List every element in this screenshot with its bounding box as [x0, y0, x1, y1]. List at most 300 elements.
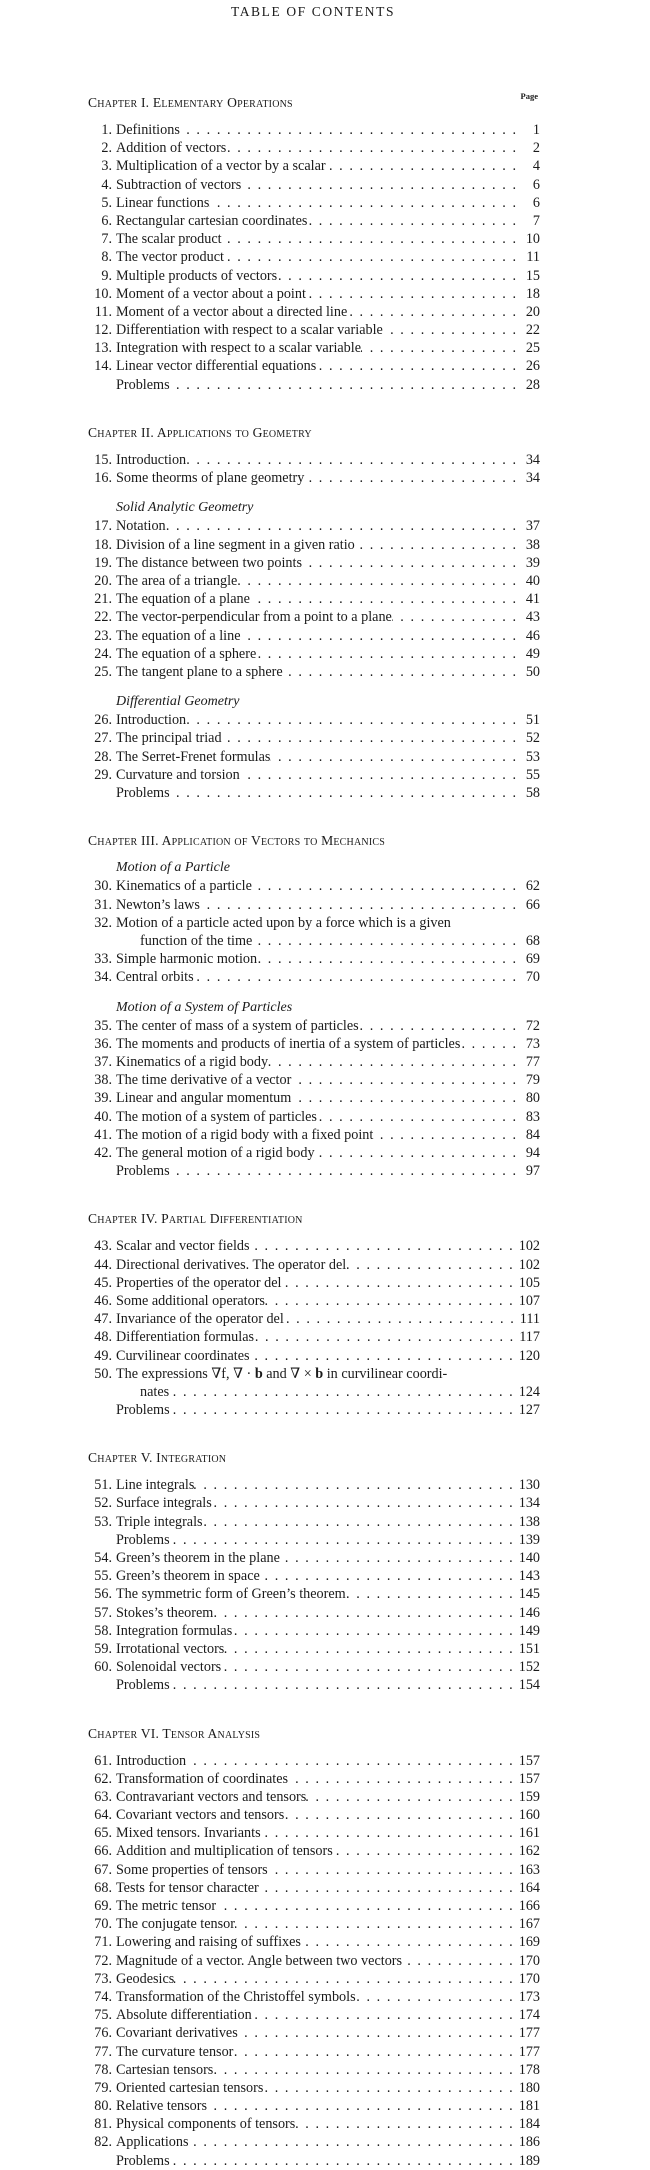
- toc-entry[interactable]: [88, 1274, 540, 1292]
- toc-entry[interactable]: [88, 1585, 540, 1603]
- entry-page-number[interactable]: 143: [518, 1568, 540, 1585]
- entry-page-number[interactable]: 40: [525, 572, 540, 589]
- dot-leader: [252, 877, 522, 895]
- entry-page-number[interactable]: 140: [518, 1550, 540, 1566]
- entry-title-continued[interactable]: nates: [140, 1383, 170, 1400]
- entry-page-number[interactable]: 170: [518, 1952, 540, 1969]
- entry-title[interactable]: The area of a triangle: [116, 572, 238, 589]
- entry-title[interactable]: Problems: [116, 1402, 170, 1419]
- entry-page-number[interactable]: 7: [532, 212, 540, 229]
- toc-entry[interactable]: [88, 1770, 540, 1788]
- toc-entry[interactable]: [88, 517, 540, 535]
- entry-page-number[interactable]: 146: [518, 1604, 540, 1621]
- chapter-heading[interactable]: Chapter VI. Tensor Analysis: [88, 1725, 261, 1741]
- entry-page-number[interactable]: 83: [525, 1108, 540, 1125]
- entry-title[interactable]: Geodesics: [116, 1970, 175, 1987]
- dot-leader: [180, 121, 522, 139]
- entry-title[interactable]: Covariant derivatives: [116, 2025, 238, 2042]
- entry-title[interactable]: The general motion of a rigid body: [116, 1145, 315, 1161]
- entry-page-number[interactable]: 28: [525, 376, 540, 393]
- toc-entry[interactable]: [88, 766, 540, 784]
- entry-title[interactable]: Addition and multiplication of tensors: [116, 1843, 333, 1860]
- entry-page-number[interactable]: 39: [525, 554, 540, 571]
- dot-leader: [361, 339, 522, 357]
- entry-title[interactable]: Linear vector differential equations: [116, 358, 317, 375]
- entry-number: 12.: [94, 322, 112, 339]
- entry-title[interactable]: Moment of a vector about a directed line: [116, 303, 348, 320]
- entry-title[interactable]: The equation of a line: [116, 627, 241, 644]
- entry-page-number[interactable]: 77: [525, 1054, 540, 1071]
- table-of-contents: [88, 91, 540, 2170]
- entry-page-number[interactable]: 177: [518, 2043, 540, 2060]
- entry-title[interactable]: Introduction: [116, 712, 187, 729]
- entry-title[interactable]: The metric tensor: [116, 1898, 217, 1914]
- toc-entry[interactable]: [88, 1752, 540, 1770]
- toc-entry[interactable]: [88, 451, 540, 469]
- entry-page-number[interactable]: 66: [525, 896, 540, 913]
- toc-entry[interactable]: [88, 1053, 540, 1071]
- entry-page-number[interactable]: 160: [518, 1807, 540, 1824]
- entry-page-number[interactable]: 178: [518, 2061, 540, 2078]
- entry-number: 63.: [94, 1788, 112, 1805]
- entry-title[interactable]: Problems: [116, 376, 170, 393]
- entry-page-number[interactable]: 97: [525, 1163, 540, 1180]
- entry-page-number[interactable]: 102: [518, 1238, 540, 1255]
- entry-number: 64.: [94, 1807, 112, 1824]
- entry-title[interactable]: Simple harmonic motion: [116, 951, 258, 968]
- toc-entry-problems[interactable]: [88, 376, 540, 394]
- entry-page-number[interactable]: 111: [519, 1311, 540, 1328]
- entry-title[interactable]: Scalar and vector fields: [116, 1238, 250, 1255]
- toc-entry[interactable]: [88, 896, 540, 914]
- dot-leader: [170, 784, 522, 802]
- toc-entry[interactable]: [88, 139, 540, 157]
- entry-page-number[interactable]: 73: [525, 1035, 540, 1052]
- entry-title[interactable]: Tests for tensor character: [116, 1879, 259, 1896]
- entry-page-number[interactable]: 157: [518, 1770, 540, 1787]
- toc-entry[interactable]: [88, 748, 540, 766]
- entry-title[interactable]: The time derivative of a vector: [116, 1072, 292, 1089]
- entry-page-number[interactable]: 50: [525, 663, 540, 680]
- entry-page-number[interactable]: 37: [525, 518, 540, 535]
- chapter-heading[interactable]: Chapter I. Elementary Operations: [88, 95, 293, 110]
- entry-page-number[interactable]: 162: [518, 1843, 540, 1860]
- entry-title[interactable]: Absolute differentiation: [116, 2007, 252, 2024]
- toc-entry[interactable]: [88, 536, 540, 554]
- entry-title[interactable]: Definitions: [116, 122, 180, 138]
- entry-number: 10.: [94, 285, 112, 302]
- entry-title[interactable]: Multiplication of a vector by a scalar: [116, 158, 326, 175]
- toc-entry-continuation[interactable]: [88, 1383, 540, 1401]
- toc-entry[interactable]: [88, 1788, 540, 1806]
- toc-entry[interactable]: [88, 194, 540, 212]
- toc-entry[interactable]: [88, 627, 540, 645]
- toc-entry[interactable]: [88, 968, 540, 986]
- entry-page-number[interactable]: 138: [518, 1513, 540, 1530]
- entry-title[interactable]: Integration with respect to a scalar variable: [116, 340, 362, 357]
- toc-entry[interactable]: [88, 711, 540, 729]
- entry-page-number[interactable]: 80: [525, 1090, 540, 1107]
- entry-title[interactable]: Oriented cartesian tensors: [116, 2079, 264, 2096]
- entry-number: 14.: [94, 358, 112, 375]
- entry-title[interactable]: Irrotational vectors: [116, 1640, 225, 1657]
- entry-title[interactable]: Integration formulas: [116, 1622, 233, 1639]
- entry-page-number[interactable]: 94: [525, 1145, 540, 1161]
- toc-entry-continuation[interactable]: [88, 932, 540, 950]
- entry-page-number[interactable]: 177: [518, 2025, 540, 2042]
- toc-entry[interactable]: [88, 663, 540, 681]
- entry-page-number[interactable]: 102: [518, 1256, 540, 1273]
- entry-page-number[interactable]: 107: [518, 1292, 540, 1309]
- entry-page-number[interactable]: 15: [525, 267, 540, 284]
- dot-leader: [257, 950, 522, 968]
- chapter-heading[interactable]: Chapter II. Applications to Geometry: [88, 424, 312, 440]
- entry-page-number[interactable]: 174: [518, 2007, 540, 2024]
- entry-page-number[interactable]: 145: [518, 1586, 540, 1603]
- entry-page-number[interactable]: 163: [518, 1861, 540, 1878]
- toc-entry[interactable]: [88, 339, 540, 357]
- toc-entry[interactable]: [88, 1658, 540, 1676]
- toc-entry[interactable]: [88, 1879, 540, 1897]
- entry-title[interactable]: Green’s theorem in the plane: [116, 1550, 280, 1566]
- entry-title[interactable]: Some additional operators: [116, 1292, 265, 1309]
- entry-title[interactable]: Relative tensors: [116, 2098, 208, 2115]
- dot-leader: [238, 2024, 519, 2042]
- toc-entry[interactable]: [88, 267, 540, 285]
- entry-title[interactable]: Surface integrals: [116, 1495, 212, 1512]
- entry-title[interactable]: Physical components of tensors: [116, 2116, 296, 2133]
- entry-page-number[interactable]: 184: [518, 2116, 540, 2133]
- toc-entry[interactable]: [88, 1622, 540, 1640]
- entry-page-number[interactable]: 139: [518, 1531, 540, 1548]
- entry-page-number[interactable]: 52: [525, 730, 540, 747]
- entry-title[interactable]: Introduction: [116, 1752, 187, 1769]
- entry-title[interactable]: Line integrals: [116, 1477, 195, 1494]
- toc-entry[interactable]: [88, 469, 540, 487]
- entry-page-number[interactable]: 1: [532, 122, 540, 138]
- toc-entry[interactable]: [88, 1256, 540, 1274]
- toc-entry[interactable]: [88, 877, 540, 895]
- entry-number: 4.: [101, 176, 112, 193]
- entry-title[interactable]: Problems: [116, 785, 170, 801]
- entry-page-number[interactable]: 4: [532, 158, 540, 175]
- entry-page-number[interactable]: 25: [525, 340, 540, 357]
- entry-title[interactable]: Mixed tensors. Invariants: [116, 1825, 261, 1842]
- toc-entry[interactable]: [88, 1513, 540, 1531]
- entry-page-number[interactable]: 70: [525, 969, 540, 986]
- chapter-heading[interactable]: Chapter III. Application of Vectors to Mechanics: [88, 833, 385, 849]
- toc-entry[interactable]: [88, 176, 540, 194]
- toc-entry[interactable]: [88, 1640, 540, 1658]
- entry-page-number[interactable]: 152: [518, 1659, 540, 1676]
- chapter-section: [88, 91, 540, 394]
- toc-entry[interactable]: [88, 1897, 540, 1915]
- toc-entry[interactable]: [88, 248, 540, 266]
- entry-title[interactable]: Problems: [116, 1531, 170, 1548]
- toc-entry[interactable]: [88, 645, 540, 663]
- toc-entry[interactable]: [88, 1144, 540, 1162]
- entry-title[interactable]: Properties of the operator del: [116, 1274, 282, 1291]
- toc-entry[interactable]: [88, 1237, 540, 1255]
- entry-page-number[interactable]: 166: [518, 1898, 540, 1914]
- entry-title[interactable]: Directional derivatives. The operator del: [116, 1256, 347, 1273]
- entry-title[interactable]: Differentiation with respect to a scalar variable: [116, 322, 383, 339]
- toc-entry[interactable]: [88, 1476, 540, 1494]
- entry-title[interactable]: Green’s theorem in space: [116, 1568, 260, 1585]
- entry-title[interactable]: The expressions ∇f, ∇ · b and ∇ × b in curvilinear coordi-: [116, 1365, 448, 1382]
- entry-title[interactable]: Curvature and torsion: [116, 766, 240, 783]
- toc-entry[interactable]: [88, 554, 540, 572]
- entry-title[interactable]: Magnitude of a vector. Angle between two vectors: [116, 1952, 403, 1969]
- entry-title[interactable]: Problems: [116, 1677, 170, 1694]
- entry-title[interactable]: Linear and angular momentum: [116, 1090, 292, 1107]
- entry-page-number[interactable]: 149: [518, 1622, 540, 1639]
- entry-title[interactable]: The conjugate tensor: [116, 1916, 235, 1933]
- entry-page-number[interactable]: 18: [525, 285, 540, 302]
- entry-page-number[interactable]: 2: [532, 140, 540, 157]
- toc-entry[interactable]: [88, 1292, 540, 1310]
- entry-page-number[interactable]: 105: [518, 1274, 540, 1291]
- entry-title[interactable]: Problems: [116, 2152, 170, 2169]
- toc-entry[interactable]: [88, 1824, 540, 1842]
- dot-leader: [203, 1513, 519, 1531]
- toc-entry[interactable]: [88, 157, 540, 175]
- entry-title[interactable]: The moments and products of inertia of a system of particles: [116, 1035, 461, 1052]
- entry-page-number[interactable]: 20: [525, 303, 540, 320]
- entry-page-number[interactable]: 169: [518, 1934, 540, 1951]
- entry-page-number[interactable]: 134: [518, 1495, 540, 1512]
- entry-page-number[interactable]: 130: [518, 1477, 540, 1494]
- dot-leader: [170, 2152, 519, 2170]
- entry-page-number[interactable]: 51: [525, 712, 540, 729]
- toc-entry[interactable]: [88, 1861, 540, 1879]
- toc-entry[interactable]: [88, 1604, 540, 1622]
- entry-page-number[interactable]: 53: [525, 748, 540, 765]
- toc-entry[interactable]: [88, 729, 540, 747]
- toc-entry[interactable]: [88, 1328, 540, 1346]
- chapter-heading[interactable]: Chapter V. Integration: [88, 1450, 227, 1466]
- entry-title[interactable]: Multiple products of vectors: [116, 267, 278, 284]
- entry-title[interactable]: Some properties of tensors: [116, 1861, 268, 1878]
- toc-entry[interactable]: [88, 212, 540, 230]
- entry-page-number[interactable]: 120: [518, 1347, 540, 1364]
- entry-title[interactable]: The distance between two points: [116, 554, 302, 571]
- entry-title[interactable]: The equation of a sphere: [116, 645, 257, 662]
- entry-title[interactable]: Differentiation formulas: [116, 1329, 255, 1346]
- entry-title[interactable]: Invariance of the operator del: [116, 1311, 284, 1328]
- entry-page-number[interactable]: 6: [532, 176, 540, 193]
- toc-entry[interactable]: [88, 303, 540, 321]
- toc-entry[interactable]: [88, 357, 540, 375]
- entry-title[interactable]: Stokes’s theorem: [116, 1604, 214, 1621]
- entry-page-number[interactable]: 84: [525, 1126, 540, 1143]
- entry-page-number[interactable]: 173: [518, 1988, 540, 2005]
- entry-title[interactable]: The tangent plane to a sphere: [116, 663, 283, 680]
- entry-title[interactable]: Problems: [116, 1163, 170, 1180]
- entry-title[interactable]: The Serret-Frenet formulas: [116, 748, 271, 765]
- entry-page-number[interactable]: 151: [518, 1640, 540, 1657]
- entry-page-number[interactable]: 11: [526, 249, 540, 266]
- toc-entry[interactable]: [88, 321, 540, 339]
- toc-entry[interactable]: [88, 1970, 540, 1988]
- entry-title-continued[interactable]: function of the time: [140, 932, 253, 949]
- entry-page-number[interactable]: 157: [518, 1752, 540, 1769]
- entry-title[interactable]: Applications: [116, 2134, 189, 2151]
- toc-entry[interactable]: [88, 1842, 540, 1860]
- toc-entry[interactable]: [88, 121, 540, 139]
- dot-leader: [261, 1824, 519, 1842]
- toc-entry-problems[interactable]: [88, 1162, 540, 1180]
- toc-entry[interactable]: [88, 2006, 540, 2024]
- toc-entry[interactable]: [88, 1089, 540, 1107]
- entry-page-number[interactable]: 79: [525, 1072, 540, 1089]
- toc-entry[interactable]: [88, 1494, 540, 1512]
- entry-page-number[interactable]: 167: [518, 1916, 540, 1933]
- entry-page-number[interactable]: 154: [518, 1677, 540, 1694]
- toc-entry-problems[interactable]: [88, 1676, 540, 1694]
- toc-entry[interactable]: [88, 1988, 540, 2006]
- entry-page-number[interactable]: 180: [518, 2079, 540, 2096]
- entry-title[interactable]: Newton’s laws: [116, 896, 200, 913]
- entry-title[interactable]: Subtraction of vectors: [116, 176, 242, 193]
- entry-title[interactable]: Division of a line segment in a given ratio: [116, 536, 355, 553]
- entry-title[interactable]: The principal triad: [116, 730, 222, 747]
- entry-number: 55.: [94, 1568, 112, 1585]
- entry-title[interactable]: The symmetric form of Green’s theorem: [116, 1586, 346, 1603]
- toc-entry[interactable]: [88, 1549, 540, 1567]
- toc-entry[interactable]: [88, 914, 540, 932]
- toc-entry[interactable]: [88, 2043, 540, 2061]
- toc-entry[interactable]: [88, 1806, 540, 1824]
- entry-title[interactable]: Transformation of coordinates: [116, 1770, 289, 1787]
- entry-title[interactable]: The curvature tensor: [116, 2043, 234, 2060]
- entry-page-number[interactable]: 46: [525, 627, 540, 644]
- entry-title[interactable]: Cartesian tensors: [116, 2061, 214, 2078]
- toc-entry[interactable]: [88, 1310, 540, 1328]
- entry-page-number[interactable]: 189: [518, 2152, 540, 2169]
- entry-page-number[interactable]: 58: [525, 785, 540, 801]
- entry-page-number[interactable]: 10: [525, 231, 540, 248]
- toc-entry[interactable]: [88, 1952, 540, 1970]
- entry-number: 11.: [94, 303, 112, 320]
- entry-title[interactable]: Kinematics of a particle: [116, 878, 252, 895]
- entry-title[interactable]: Triple integrals: [116, 1513, 203, 1530]
- toc-entry[interactable]: [88, 285, 540, 303]
- toc-entry[interactable]: [88, 2115, 540, 2133]
- toc-entry[interactable]: [88, 608, 540, 626]
- entry-page-number[interactable]: 38: [525, 536, 540, 553]
- entry-title[interactable]: Rectangular cartesian coordinates: [116, 212, 308, 229]
- toc-entry[interactable]: [88, 572, 540, 590]
- toc-entry-problems[interactable]: [88, 2152, 540, 2170]
- toc-entry-problems[interactable]: [88, 784, 540, 802]
- entry-page-number[interactable]: 55: [525, 766, 540, 783]
- entry-title[interactable]: The motion of a system of particles: [116, 1108, 317, 1125]
- entry-page-number[interactable]: 170: [518, 1970, 540, 1987]
- toc-entry[interactable]: [88, 1567, 540, 1585]
- entry-page-number[interactable]: 49: [525, 645, 540, 662]
- toc-entry[interactable]: [88, 1071, 540, 1089]
- toc-entry-problems[interactable]: [88, 1531, 540, 1549]
- entry-title[interactable]: The center of mass of a system of particles: [116, 1017, 359, 1034]
- toc-entry[interactable]: [88, 1108, 540, 1126]
- entry-title[interactable]: Addition of vectors: [116, 140, 227, 157]
- entry-title[interactable]: Notation: [116, 518, 166, 535]
- entry-page-number[interactable]: 127: [518, 1402, 540, 1419]
- entry-title[interactable]: Covariant vectors and tensors: [116, 1807, 285, 1824]
- entry-page-number[interactable]: 34: [525, 470, 540, 486]
- toc-entry[interactable]: [88, 2024, 540, 2042]
- toc-entry[interactable]: [88, 2079, 540, 2097]
- entry-title[interactable]: Some theorms of plane geometry: [116, 470, 305, 486]
- entry-title[interactable]: Central orbits: [116, 969, 194, 986]
- toc-entry[interactable]: [88, 950, 540, 968]
- entry-page-number[interactable]: 69: [525, 951, 540, 968]
- entry-page-number[interactable]: 186: [518, 2134, 540, 2151]
- entry-page-number[interactable]: 34: [525, 451, 540, 468]
- entry-page-number[interactable]: 124: [518, 1383, 540, 1400]
- entry-title[interactable]: Transformation of the Christoffel symbols: [116, 1988, 356, 2005]
- entry-page-number[interactable]: 26: [525, 358, 540, 375]
- toc-entry[interactable]: [88, 1017, 540, 1035]
- entry-number: 47.: [94, 1311, 112, 1328]
- entry-page-number[interactable]: 22: [525, 322, 540, 339]
- entry-title[interactable]: The vector-perpendicular from a point to a plane: [116, 609, 392, 626]
- toc-entry-problems[interactable]: [88, 1401, 540, 1419]
- entry-title[interactable]: Contravariant vectors and tensors: [116, 1788, 307, 1805]
- toc-entry[interactable]: [88, 2061, 540, 2079]
- entry-title[interactable]: Moment of a vector about a point: [116, 285, 306, 302]
- toc-entry[interactable]: [88, 590, 540, 608]
- entry-page-number[interactable]: 62: [525, 878, 540, 895]
- entry-number: 31.: [94, 896, 112, 913]
- entry-title[interactable]: The motion of a rigid body with a fixed point: [116, 1126, 374, 1143]
- toc-entry[interactable]: [88, 1915, 540, 1933]
- entry-page-number[interactable]: 117: [519, 1329, 540, 1346]
- entry-page-number[interactable]: 68: [525, 932, 540, 949]
- toc-entry[interactable]: [88, 1035, 540, 1053]
- toc-entry[interactable]: [88, 1365, 540, 1383]
- toc-entry[interactable]: [88, 230, 540, 248]
- entry-title[interactable]: The scalar product: [116, 231, 222, 248]
- entry-number: 22.: [94, 609, 112, 626]
- toc-entry[interactable]: [88, 2097, 540, 2115]
- entry-page-number[interactable]: 164: [518, 1879, 540, 1896]
- entry-title[interactable]: Curvilinear coordinates: [116, 1347, 250, 1364]
- entry-title[interactable]: The vector product: [116, 249, 224, 266]
- entry-title[interactable]: The equation of a plane: [116, 591, 250, 608]
- entry-page-number[interactable]: 159: [518, 1788, 540, 1805]
- entry-page-number[interactable]: 161: [518, 1825, 540, 1842]
- entry-number: 6.: [101, 212, 112, 229]
- entry-page-number[interactable]: 72: [525, 1017, 540, 1034]
- entry-page-number[interactable]: 181: [518, 2098, 540, 2115]
- chapter-heading[interactable]: Chapter IV. Partial Differentiation: [88, 1211, 303, 1227]
- entry-title[interactable]: Linear functions: [116, 194, 210, 211]
- entry-page-number[interactable]: 41: [525, 591, 540, 608]
- toc-entry[interactable]: [88, 1933, 540, 1951]
- toc-entry[interactable]: [88, 1126, 540, 1144]
- entry-page-number[interactable]: 6: [532, 194, 540, 211]
- entry-title[interactable]: Solenoidal vectors: [116, 1659, 222, 1676]
- entry-title[interactable]: Introduction: [116, 451, 187, 468]
- toc-entry[interactable]: [88, 1347, 540, 1365]
- toc-entry[interactable]: [88, 2133, 540, 2151]
- entry-title[interactable]: Lowering and raising of suffixes: [116, 1934, 301, 1951]
- entry-page-number[interactable]: 43: [525, 609, 540, 626]
- entry-title[interactable]: Kinematics of a rigid body: [116, 1054, 269, 1071]
- entry-title[interactable]: Motion of a particle acted upon by a force which is a given: [116, 914, 451, 931]
